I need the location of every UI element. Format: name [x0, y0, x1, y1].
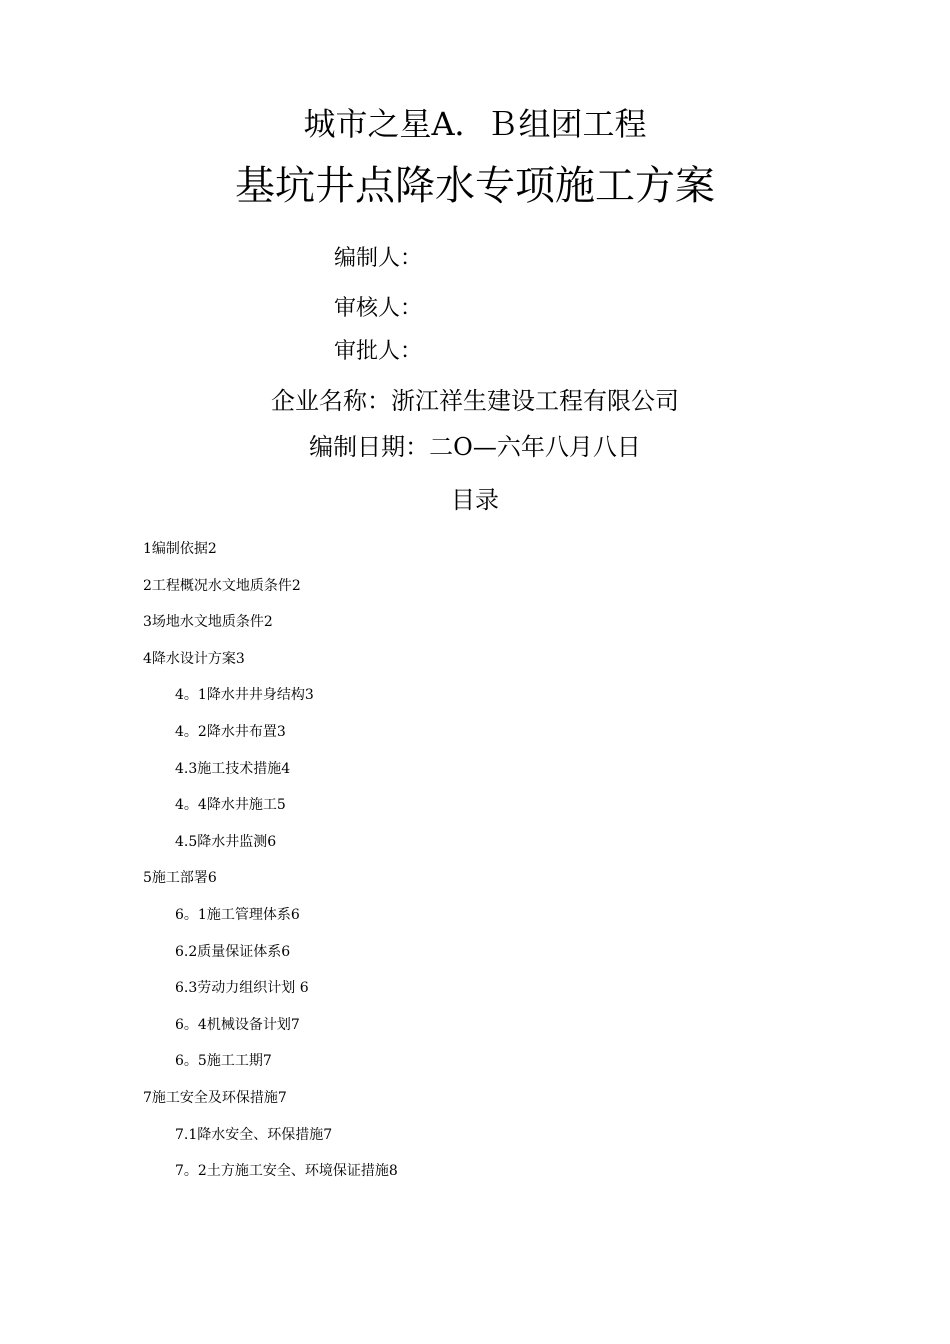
- toc-item[interactable]: 4.5降水井监测6: [175, 833, 277, 850]
- company-name: 企业名称：浙江祥生建设工程有限公司: [271, 387, 679, 415]
- toc-title: 目录: [451, 486, 499, 514]
- toc-item[interactable]: 4.3施工技术措施4: [175, 760, 291, 777]
- toc-item[interactable]: 2工程概况水文地质条件2: [143, 577, 301, 594]
- toc-item[interactable]: 1编制依据2: [143, 541, 217, 557]
- toc-item[interactable]: 6。4机械设备计划7: [175, 1016, 300, 1033]
- toc-item[interactable]: 6.3劳动力组织计划 6: [175, 980, 309, 997]
- document-title: 基坑井点降水专项施工方案: [235, 163, 715, 209]
- toc-item[interactable]: 7施工安全及环保措施7: [143, 1089, 287, 1106]
- toc-item[interactable]: 6。1施工管理体系6: [175, 906, 300, 923]
- toc-item[interactable]: 6.2质量保证体系6: [175, 943, 291, 960]
- toc-item[interactable]: 5施工部署6: [143, 870, 217, 887]
- project-name: 城市之星A．Ｂ组团工程: [303, 105, 647, 143]
- toc-item[interactable]: 7。2土方施工安全、环境保证措施8: [175, 1163, 398, 1180]
- table-of-contents: [0, 531, 950, 1190]
- toc-item[interactable]: 7.1降水安全、环保措施7: [175, 1126, 333, 1143]
- toc-item[interactable]: 4。1降水井井身结构3: [175, 687, 314, 704]
- approver-label: 审批人：: [334, 339, 423, 364]
- compiler-label: 编制人：: [334, 246, 423, 271]
- toc-item[interactable]: 4。4降水井施工5: [175, 797, 286, 814]
- toc-item[interactable]: 6。5施工工期7: [175, 1053, 272, 1070]
- reviewer-label: 审核人：: [334, 296, 423, 321]
- toc-item[interactable]: 4降水设计方案3: [143, 650, 245, 667]
- toc-item[interactable]: 4。2降水井布置3: [175, 723, 286, 740]
- toc-item[interactable]: 3场地水文地质条件2: [143, 614, 273, 631]
- compile-date: 编制日期：二O—六年八月八日: [309, 433, 641, 461]
